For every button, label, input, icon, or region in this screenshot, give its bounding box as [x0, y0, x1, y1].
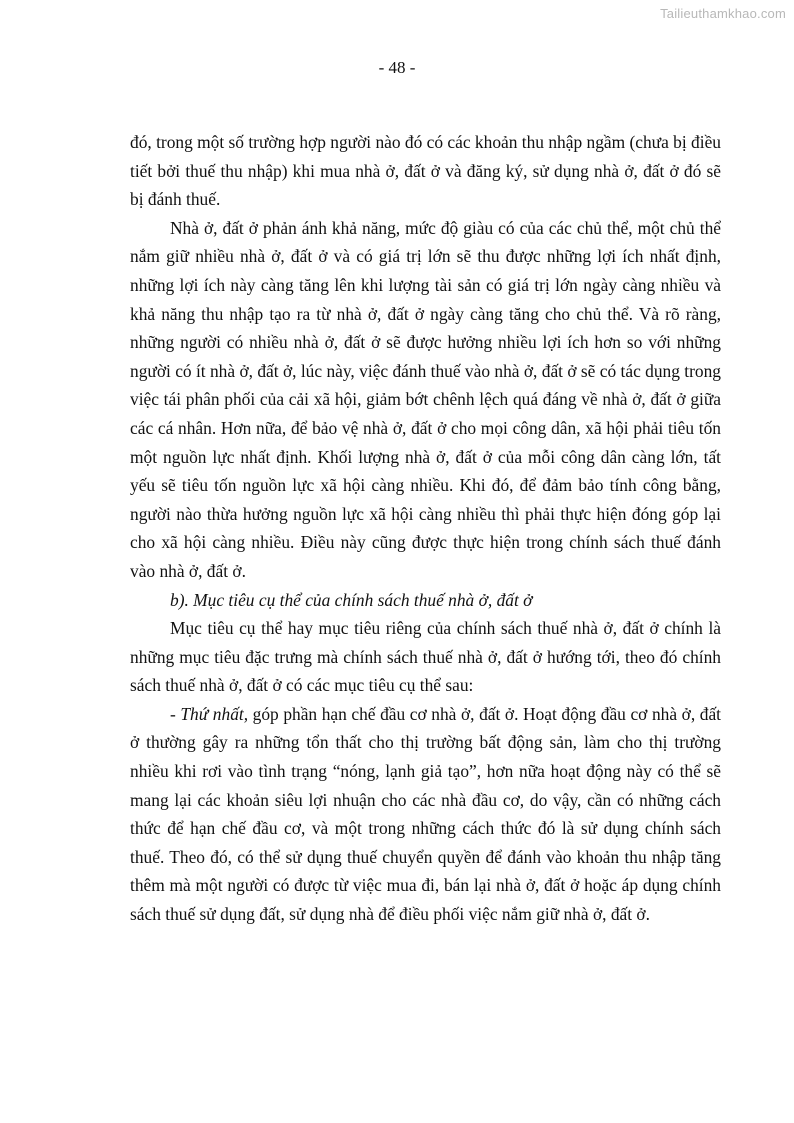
watermark: Tailieuthamkhao.com: [660, 6, 786, 21]
paragraph-first-goal: [130, 700, 721, 929]
first-goal-body: góp phần hạn chế đầu cơ nhà ở, đất ở. Hoạt động đầu cơ nhà ở, đất ở thường gây ra những tổn thất cho thị trường bất động sản, làm cho thị trường nhiều khi rơi vào tình trạng “nóng, lạnh giả tạo”, hơn nữa hoạt động này có thể sẽ mang lại các khoản siêu lợi nhuận cho các nhà đầu cơ, do vậy, cần có những cách thức để hạn chế đầu cơ, và một trong những cách thức đó là sử dụng chính sách thuế. Theo đó, có thể sử dụng thuế chuyển quyền để đánh vào khoản thu nhập tăng thêm mà một người có được từ việc mua đi, bán lại nhà ở, đất ở hoặc áp dụng chính sách thuế sử dụng đất, sử dụng nhà để điều phối việc nắm giữ nhà ở, đất ở.: [130, 703, 721, 925]
page-number: - 48 -: [378, 58, 416, 77]
section-heading: b). Mục tiêu cụ thể của chính sách thuế nhà ở, đất ở: [170, 589, 533, 610]
paragraph-wealth: Nhà ở, đất ở phản ánh khả năng, mức độ giàu có của các chủ thể, một chủ thể nắm giữ nhiều nhà ở, đất ở và có giá trị lớn sẽ thu được những lợi ích nhất định, những lợi ích này càng tăng lên khi lượng tài sản có giá trị lớn ngày càng nhiều và khả năng thu nhập tạo ra từ nhà ở, đất ở ngày càng tăng cho chủ thể. Và rõ ràng, những người có nhiều nhà ở, đất ở sẽ được hưởng nhiều lợi ích hơn so với những người có ít nhà ở, đất ở, lúc này, việc đánh thuế vào nhà ở, đất ở sẽ có tác dụng trong việc tái phân phối của cải xã hội, giảm bớt chênh lệch quá đáng về nhà ở, đất ở giữa các cá nhân. Hơn nữa, để bảo vệ nhà ở, đất ở cho mọi công dân, xã hội phải tiêu tốn một nguồn lực nhất định. Khối lượng nhà ở, đất ở của mỗi công dân càng lớn, tất yếu sẽ tiêu tốn nguồn lực xã hội càng nhiều. Khi đó, để đảm bảo tính công bằng, người nào thừa hưởng nguồn lực xã hội càng nhiều thì phải thực hiện đóng góp lại cho xã hội càng nhiều. Điều này cũng được thực hiện trong chính sách thuế đánh vào nhà ở, đất ở.: [130, 217, 721, 581]
paragraph-specific-goals: Mục tiêu cụ thể hay mục tiêu riêng của chính sách thuế nhà ở, đất ở chính là những mục tiêu đặc trưng mà chính sách thuế nhà ở, đất ở hướng tới, theo đó chính sách thuế nhà ở, đất ở có các mục tiêu cụ thể sau:: [130, 618, 721, 696]
first-goal-lead: - Thứ nhất,: [170, 703, 249, 724]
document-body: [130, 128, 721, 929]
paragraph-continuation: đó, trong một số trường hợp người nào đó có các khoản thu nhập ngầm (chưa bị điều tiết bởi thuế thu nhập) khi mua nhà ở, đất ở và đăng ký, sử dụng nhà ở, đất ở đó sẽ bị đánh thuế.: [130, 132, 721, 210]
